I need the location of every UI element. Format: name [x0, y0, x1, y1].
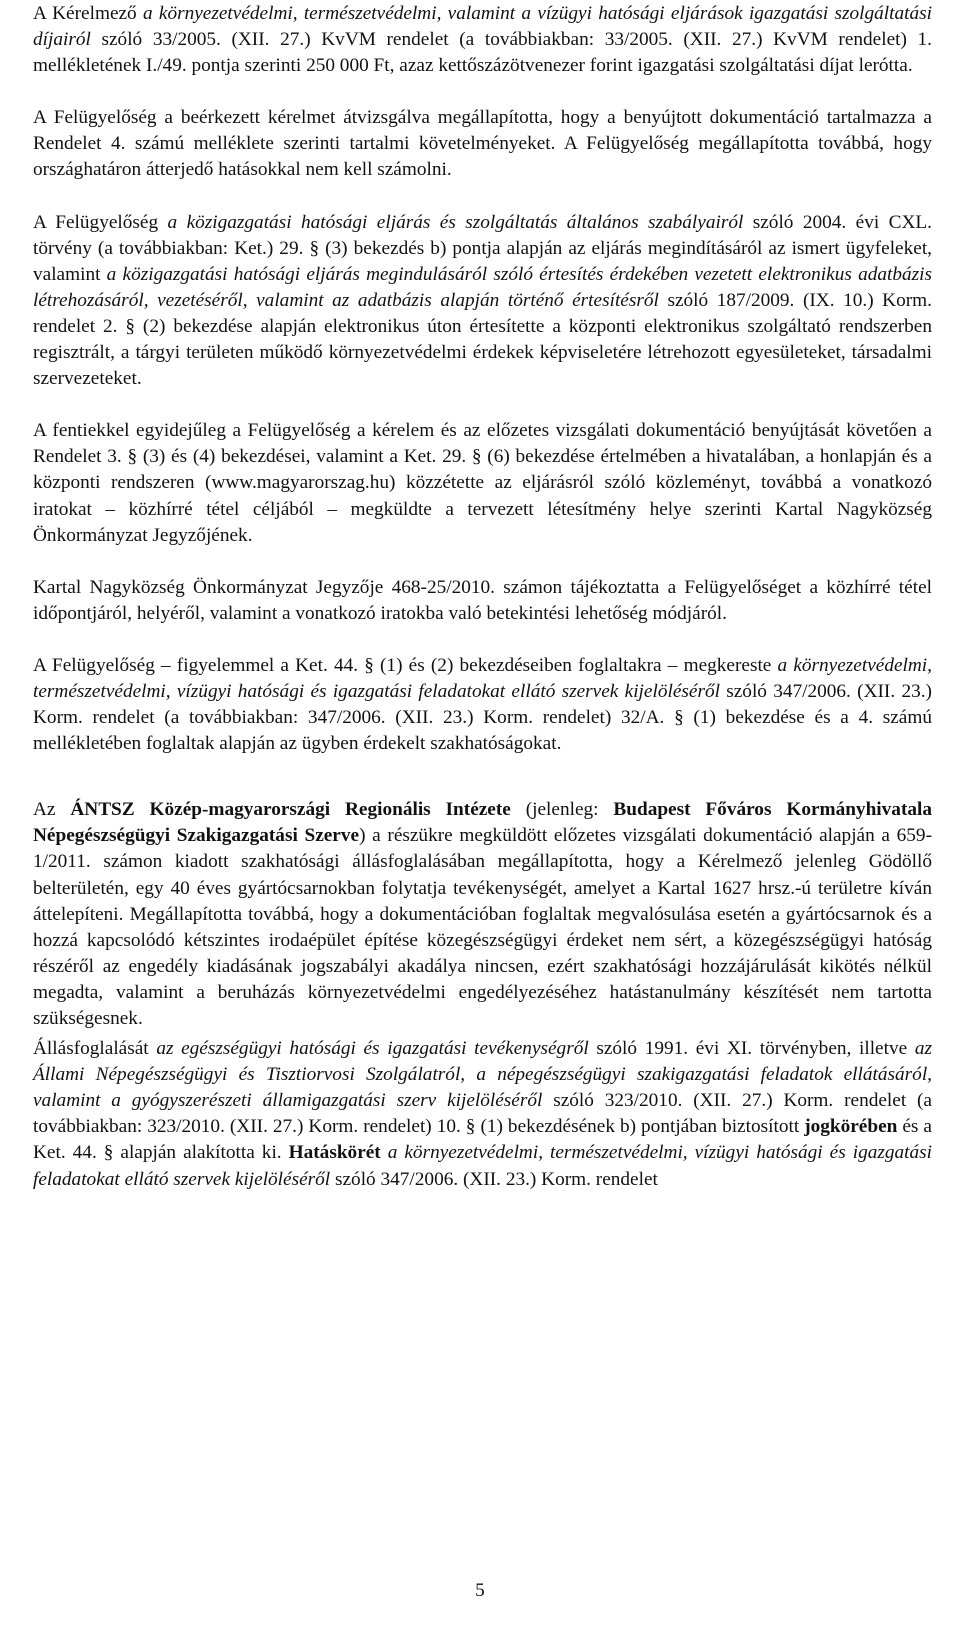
text-run: az egészségügyi hatósági és igazgatási tevékenységről	[156, 1038, 589, 1060]
text-run	[381, 1142, 388, 1163]
text-run: a környezetvédelmi, természetvédelmi, valamint a vízügyi hatósági eljárások igazgatási szolgáltatási díjairól	[33, 3, 932, 51]
text-run: Budapest Főváros Kormányhivatala Népegészségügyi Szakigazgatási Szerve	[33, 799, 932, 847]
text-run: A Kérelmező	[33, 3, 143, 24]
text-run: (jelenleg:	[510, 799, 614, 821]
text-run: A fentiekkel egyidejűleg a Felügyelőség a kérelem és az előzetes vizsgálati dokumentáció benyújtását követően a Rendelet 3. § (3) és (4) bekezdései, valamint a Ket. 29. § (6) bekezdése értelmében a hivatalában, a honlapján és a központi rendszeren (www.magyarorszag.hu) közzétette az eljárásról szóló közleményt, továbbá a vonatkozó iratokat – közhírré tétel céljából – megküldte a tervezett létesítmény helye szerinti Kartal Nagyközség Önkormányzat Jegyzőjének.	[33, 420, 932, 546]
text-run: Az	[33, 799, 71, 821]
text-run: a környezetvédelmi, természetvédelmi, vízügyi hatósági és igazgatási feladatokat ellátó szervek kijelöléséről	[33, 654, 932, 702]
paragraph-review	[33, 105, 932, 183]
text-run: szóló 347/2006. (XII. 23.) Korm. rendelet (a továbbiakban: 347/2006. (XII. 23.) Korm. rendelet) 32/A. § (1) bekezdése és a 4. számú mellékletében foglaltak alapján az ügyben érdekelt szakhatóságokat.	[33, 680, 932, 755]
text-run: szóló 347/2006. (XII. 23.) Korm. rendelet	[330, 1168, 658, 1190]
text-run: szóló 187/2009. (IX. 10.) Korm. rendelet 2. § (2) bekezdése alapján elektronikus úton értesítette a központi elektronikus szolgáltató rendszerben regisztrált, a tárgyi területen működő környezetvédelmi érdekek képviseletére létrehozott egyesületeket, társadalmi szervezeteket.	[33, 289, 932, 390]
text-run: ÁNTSZ Közép-magyarországi Regionális Intézete	[70, 799, 511, 821]
text-run: Kartal Nagyközség Önkormányzat Jegyzője 468-25/2010. számon tájékoztatta a Felügyelőséget a közhírré tétel időpontjáról, helyéről, valamint a vonatkozó iratokba való betekintési lehetőség módjáról.	[33, 576, 932, 624]
paragraph-notification	[33, 210, 932, 393]
text-run: szóló 323/2010. (XII. 27.) Korm. rendelet (a továbbiakban: 323/2010. (XII. 27.) Korm. rendelet) 10. § (1) bekezdésének b) pontjában biztosított	[33, 1090, 932, 1138]
text-run: a környezetvédelmi, természetvédelmi, vízügyi hatósági és igazgatási feladatokat ellátó szervek kijelöléséről	[33, 1142, 932, 1190]
text-run: jogkörében	[804, 1116, 898, 1138]
text-run: szóló 2004. évi CXL. törvény (a továbbiakban: Ket.) 29. § (3) bekezdés b) pontja alapján az eljárás megindításáról az ismert ügyfeleket, valamint	[33, 211, 932, 285]
paragraph-antsz	[33, 797, 932, 1032]
text-run: Hatáskörét	[288, 1142, 381, 1164]
text-run: A Felügyelőség	[33, 211, 168, 233]
paragraph-fee	[33, 1, 932, 79]
text-run: a közigazgatási hatósági eljárás és szolgáltatás általános szabályairól	[167, 211, 744, 233]
paragraph-publication	[33, 418, 932, 548]
text-run: A Felügyelőség a beérkezett kérelmet átvizsgálva megállapította, hogy a benyújtott dokumentáció tartalmazza a Rendelet 4. számú melléklete szerinti tartalmi követelményeket. A Felügyelőség megállapította továbbá, hogy országhatáron átterjedő hatásokkal nem kell számolni.	[33, 107, 932, 181]
text-run: az Állami Népegészségügyi és Tisztiorvosi Szolgálatról, a népegészségügyi szakigazgatási feladatok ellátásáról, valamint a gyógyszerészeti államigazgatási szerv kijelöléséről	[33, 1038, 932, 1112]
text-run: Állásfoglalását	[33, 1038, 157, 1060]
text-run: szóló 1991. évi XI. törvényben, illetve	[588, 1038, 915, 1060]
text-run: A Felügyelőség – figyelemmel a Ket. 44. § (1) és (2) bekezdéseiben foglaltakra – megkereste	[33, 654, 778, 676]
text-run: a közigazgatási hatósági eljárás megindulásáról szóló értesítés érdekében vezetett elektronikus adatbázis létrehozásáról, vezetéséről, valamint az adatbázis alapján történő értesítésről	[33, 263, 932, 311]
text-run: ) a részükre megküldött előzetes vizsgálati dokumentáció alapján a 659-1/2011. számon kiadott szakhatósági állásfoglalásában megállapította, hogy a Kérelmező jelenleg Gödöllő belterületén, egy 40 éves gyártócsarnokban folytatja tevékenységét, amelyet a Kartal 1627 hrsz.-ú területre kíván áttelepíteni. Megállapította továbbá, hogy a dokumentációban foglaltak megvalósulása esetén a gyártócsarnok és a hozzá kapcsolódó kétszintes irodaépület építése közegészségügyi érdeket nem sért, a közegészségügyi hatóság részéről az engedély kiadásának jogszabályi akadálya nincsen, ezért szakhatósági hozzájárulását kikötés nélkül megadta, valamint a beruházás környezetvédelmi engedélyezéséhez hatástanulmány készítését nem tartotta szükségesnek.	[33, 825, 932, 1029]
paragraph-statement	[33, 1036, 932, 1193]
page-number: 5	[475, 1580, 485, 1601]
text-run: és a Ket. 44. § alapján alakította ki.	[33, 1116, 932, 1164]
paragraph-authorities	[33, 653, 932, 757]
text-run: szóló 33/2005. (XII. 27.) KvVM rendelet (a továbbiakban: 33/2005. (XII. 27.) KvVM rendelet) 1. mellékletének I./49. pontja szerinti 250 000 Ft, azaz kettőszázötvenezer forint igazgatási szolgáltatási díjat lerótta.	[33, 29, 932, 77]
paragraph-notary	[33, 575, 932, 627]
